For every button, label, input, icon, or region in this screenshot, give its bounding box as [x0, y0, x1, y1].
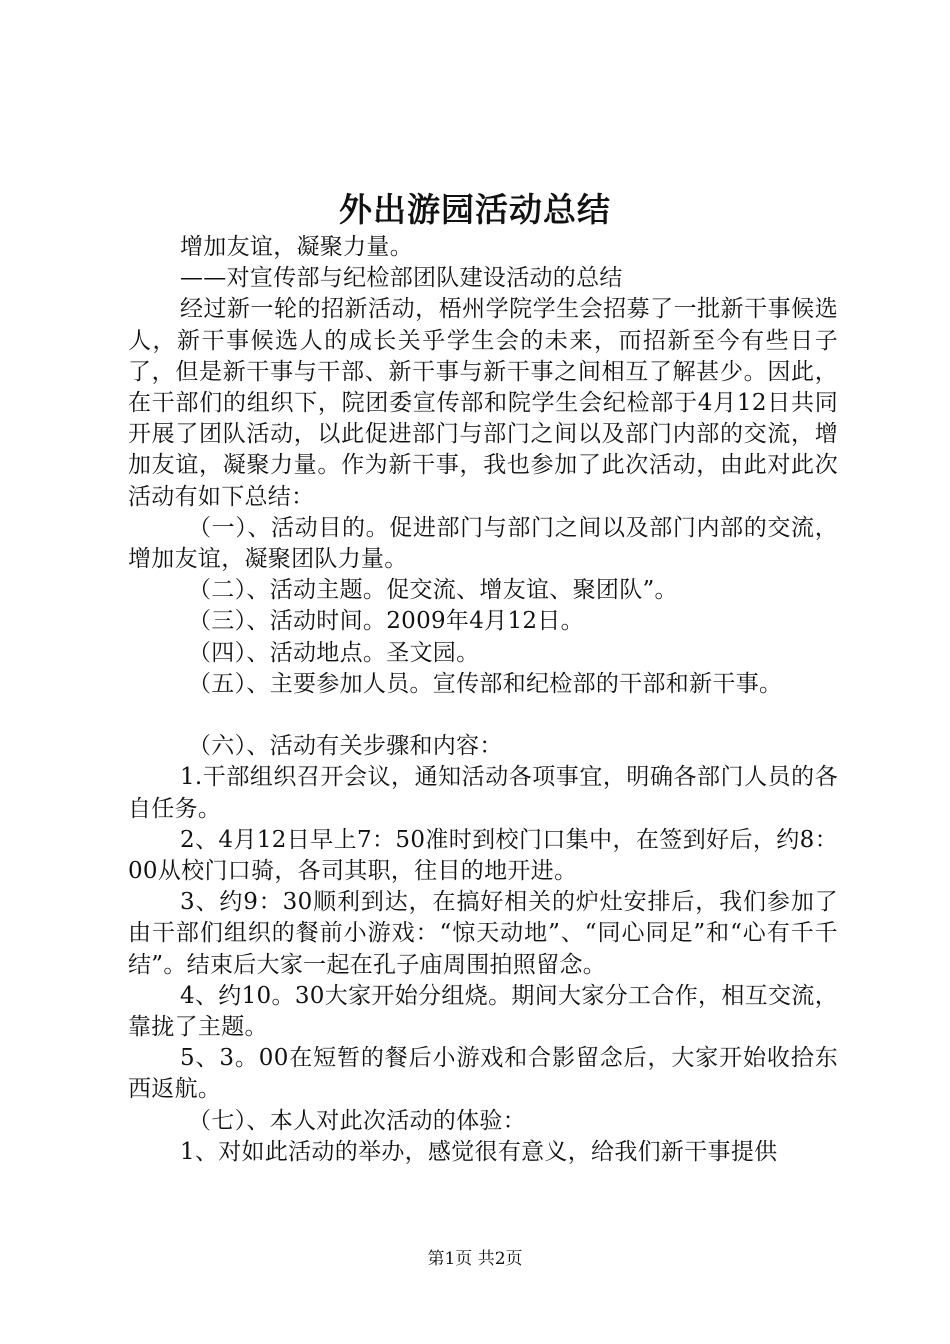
step-2: 2、4月12日早上7：50准时到校门口集中，在签到好后，约8：00从校门口骑，各司其职，往目的地开进。 — [128, 826, 838, 885]
item-experience-heading: （七）、本人对此次活动的体验： — [188, 1107, 526, 1134]
step-5: 5、3。00在短暂的餐后小游戏和合影留念后，大家开始收拾东西返航。 — [128, 1045, 838, 1103]
item-time: （三）、活动时间。2009年4月12日。 — [188, 608, 584, 635]
page-footer: 第1页 共2页 — [427, 1249, 523, 1269]
item-purpose: （一）、活动目的。促进部门与部门之间以及部门内部的交流，增加友谊，凝聚团队力量。 — [128, 514, 838, 573]
intro-paragraph: 经过新一轮的招新活动，梧州学院学生会招募了一批新干事候选人，新干事候选人的成长关乎学生会的未来，而招新至今有些日子了，但是新干事与干部、新干事与新干事之间相互了解甚少。因此，在干部们的组织下，院团委宣传部和院学生会纪检部于4月12日共同开展了团队活动，以此促进部门与部门之间以及部门内部的交流，增加友谊，凝聚力量。作为新干事，我也参加了此次活动，由此对此次活动有如下总结： — [128, 296, 838, 510]
document-body — [128, 232, 838, 1168]
step-1: 1.干部组织召开会议，通知活动各项事宜，明确各部门人员的各自任务。 — [128, 764, 838, 822]
subtitle-line-2: ——对宣传部与纪检部团队建设活动的总结 — [180, 265, 623, 292]
step-4: 4、约10。30大家开始分组烧。期间大家分工合作，相互交流，靠拢了主题。 — [128, 982, 838, 1041]
blank-line — [128, 700, 838, 731]
item-theme: （二）、活动主题。促交流、增友谊、聚团队”。 — [188, 577, 678, 604]
step-3: 3、约9：30顺利到达，在搞好相关的炉灶安排后，我们参加了由干部们组织的餐前小游戏：“惊天动地”、“同心同足”和“心有千千结”。结束后大家一起在孔子庙周围拍照留念。 — [128, 889, 838, 978]
item-participants: （五）、主要参加人员。宣传部和纪检部的干部和新干事。 — [188, 670, 783, 697]
document-title: 外出游园活动总结 — [339, 190, 611, 229]
experience-1: 1、对如此活动的举办，感觉很有意义，给我们新干事提供 — [180, 1138, 778, 1165]
item-location: （四）、活动地点。圣文园。 — [188, 639, 480, 666]
item-steps-heading: （六）、活动有关步骤和内容： — [188, 733, 503, 760]
subtitle-line-1: 增加友谊，凝聚力量。 — [180, 234, 413, 260]
